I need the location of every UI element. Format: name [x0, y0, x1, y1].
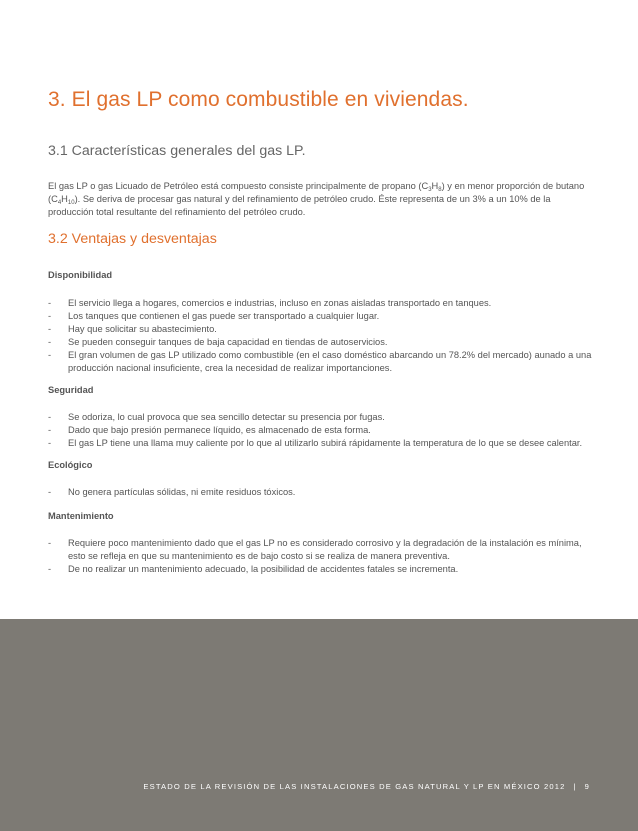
list-ecologico — [48, 486, 596, 499]
intro-text-3: ). Se deriva de procesar gas natural y del refinamiento de petróleo crudo. Éste representa de un 3% a un 10% de la producción total resultante del refinamiento del petróleo crudo. — [48, 194, 551, 217]
dash-bullet: - — [48, 350, 52, 360]
list-item: - El gas LP tiene una llama muy caliente por lo que al utilizarlo subirá rápidamente la temperatura de lo que se desee calentar. — [48, 438, 583, 448]
dash-bullet: - — [48, 487, 52, 497]
list-item: - Los tanques que contienen el gas puede ser transportado a cualquier lugar. — [48, 311, 380, 321]
dash-bullet: - — [48, 412, 52, 422]
list-item: - Se pueden conseguir tanques de baja capacidad en tiendas de autoservicios. — [48, 337, 388, 347]
intro-text-1: El gas LP o gas Licuado de Petróleo está compuesto consiste principalmente de propano (C — [48, 181, 429, 191]
footer-separator: | — [573, 782, 577, 791]
dash-bullet: - — [48, 438, 52, 448]
propane-hydrogen: H — [431, 181, 439, 191]
footer-band — [0, 619, 638, 831]
subsection-title-characteristics: 3.1 Características generales del gas LP. — [48, 143, 306, 159]
propane-carbon-subscript: 3 — [428, 187, 432, 193]
section-title: 3. El gas LP como combustible en viviendas. — [48, 88, 469, 111]
footer-title-text: ESTADO DE LA REVISIÓN DE LAS INSTALACIONES DE GAS NATURAL Y LP EN MÉXICO 2012 — [143, 782, 566, 791]
intro-paragraph — [48, 180, 596, 219]
butane-hydrogen-subscript: 10 — [67, 200, 75, 206]
list-item: - No genera partículas sólidas, ni emite residuos tóxicos. — [48, 487, 296, 497]
dash-bullet: - — [48, 425, 52, 435]
dash-bullet: - — [48, 564, 52, 574]
list-mantenimiento — [48, 537, 596, 576]
propane-hydrogen-subscript: 8 — [438, 187, 442, 193]
list-seguridad — [48, 411, 596, 450]
list-disponibilidad — [48, 297, 596, 375]
list-item: - Se odoriza, lo cual provoca que sea sencillo detectar su presencia por fugas. — [48, 412, 385, 422]
list-item: - El gran volumen de gas LP utilizado como combustible (en el caso doméstico abarcando un 78.2% del mercado) aunado a una producción nacional insuficiente, crea la necesidad de realizar importanciones. — [48, 350, 592, 373]
dash-bullet: - — [48, 311, 52, 321]
page-number: 9 — [584, 782, 590, 791]
subsection-title-advantages: 3.2 Ventajas y desventajas — [48, 231, 217, 247]
dash-bullet: - — [48, 538, 52, 548]
list-item: - Requiere poco mantenimiento dado que el gas LP no es considerado corrosivo y la degradación de la instalación es mínima, esto se refleja en que su mantenimiento es de bajo costo si se realiza de manera preventiva. — [48, 538, 582, 561]
dash-bullet: - — [48, 324, 52, 334]
list-item: - Hay que solicitar su abastecimiento. — [48, 324, 217, 334]
footer-running-title — [143, 782, 590, 791]
butane-carbon-subscript: 4 — [57, 200, 62, 206]
butane-hydrogen: H — [61, 194, 68, 204]
subhead-disponibilidad: Disponibilidad — [48, 270, 113, 280]
subhead-mantenimiento: Mantenimiento — [48, 511, 114, 521]
dash-bullet: - — [48, 337, 52, 347]
list-item: - De no realizar un mantenimiento adecuado, la posibilidad de accidentes fatales se incrementa. — [48, 564, 459, 574]
list-item: - El servicio llega a hogares, comercios e industrias, incluso en zonas aisladas transportado en tanques. — [48, 298, 492, 308]
list-item: - Dado que bajo presión permanece líquido, es almacenado de esta forma. — [48, 425, 371, 435]
subhead-ecologico: Ecológico — [48, 460, 93, 470]
dash-bullet: - — [48, 298, 52, 308]
intro-text-2: ) y en menor proporción de butano (C — [48, 181, 585, 204]
subhead-seguridad: Seguridad — [48, 385, 94, 395]
